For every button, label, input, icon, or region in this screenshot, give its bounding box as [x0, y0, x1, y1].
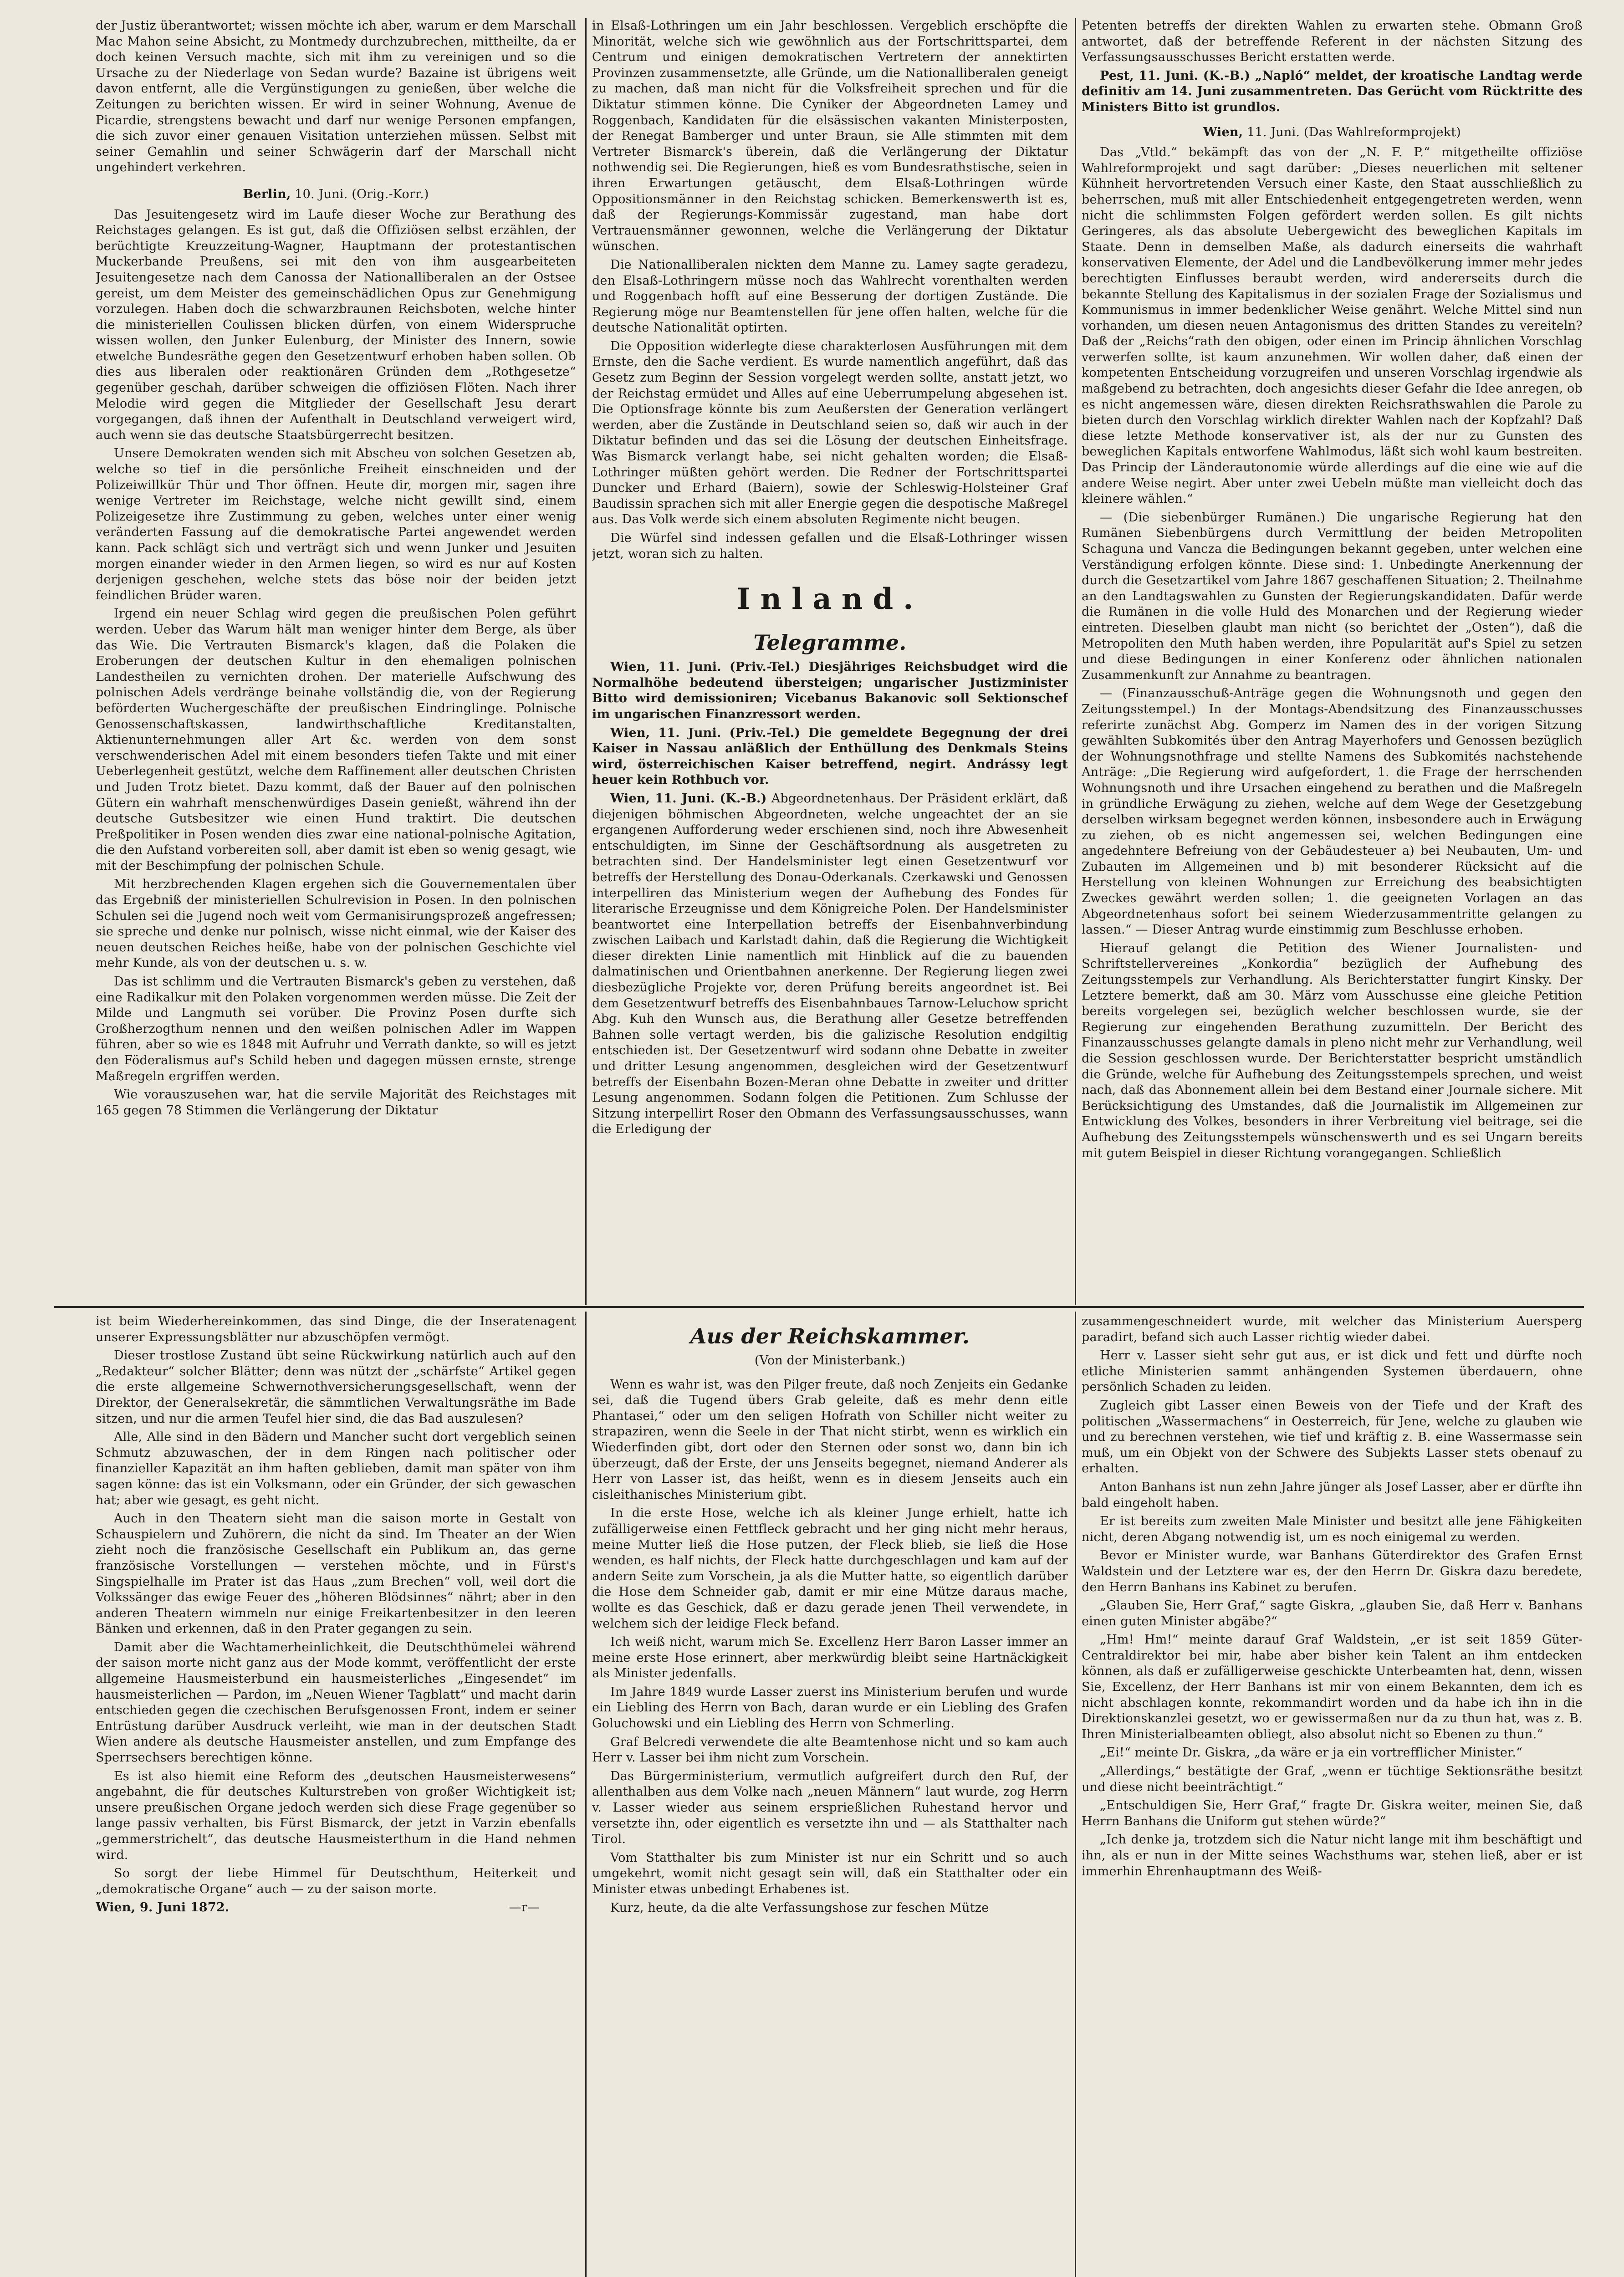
reichskammer-paragraph: „Ei!“ meinte Dr. Giskra, „da wäre er ja ein vortrefflicher Minister.“ [1100, 1746, 1523, 1760]
wien-paragraph: — (Die siebenbürger Rumänen.) Die ungarische Regierung hat den Rumänen Siebenbürgens durch Vermittlung der beiden Metropoliten Schaguna und Vancza die Bedingungen bekannt gegeben, unter welchen eine Verständigung erfolgen könnte. Diese sind: 1. Unbedingte Anerkennung der durch die Gesetzartikel vom Jahre 1867 geschaffenen Situation; 2. Theilnahme an den Landtagswahlen zu Gunsten der Regierungskandidaten. Dafür werde die Rumänen in die volle Huld des Monarchen und der Regierung wieder eintreten. Dieselben glaubt man nicht (so berichtet der „Osten“), daß die Metropoliten den Muth haben werden, ihre Popularität auf's Spiel zu setzen und diese Bedingungen in einer Konferenz oder ähnlichen nationalen Zusammenkunft zur Annahme zu beantragen. [1082, 510, 1583, 682]
telegram-item [592, 791, 1068, 1138]
reichskammer-paragraph: „Entschuldigen Sie, Herr Graf,“ fragte Dr. Giskra weiter, meinen Sie, daß Herrn Banhans die Uniform gut stehen würde?“ [1082, 1798, 1583, 1828]
telegram-item [1082, 68, 1583, 116]
telegram-text: Die gemeldete Begegnung der drei Kaiser in Nassau anläßlich der Enthüllung des Denkmals Steins wird, österreichischen Kaiser betreffend, negirt. Andrássy legt heuer kein Rothbuch vor. [592, 725, 1068, 787]
column-1-bottom [96, 1314, 576, 2277]
reichskammer-paragraph: „Glauben Sie, Herr Graf,“ sagte Giskra, „glauben Sie, daß Herr v. Banhans einen guten Minister abgäbe?“ [1082, 1598, 1583, 1629]
inland-heading: Inland. [736, 582, 924, 617]
telegram-item [592, 659, 1068, 722]
berlin-date: 10. Juni. (Orig.-Korr.) [295, 187, 429, 201]
elsass-paragraph: Die Opposition widerlegte diese charakterlosen Ausführungen mit dem Ernste, den die Sache verdient. Es wurde namentlich angeführt, daß das Gesetz zum Beginn der Session vorgelegt werden sollte, anstatt jetzt, wo der Reichstag ermüdet und Alles auf eine Ueberrumpelung abgesehen ist. Die Optionsfrage könnte bis zum Aeußersten der Generation verlängert werden, aber die Zustände in Deutschland seien so, daß wir auch in der Diktatur befinden und das sei die Lösung der deutschen Einheitsfrage. Was Bismarck verlangt habe, sei nicht gehalten worden; die Elsaß-Lothringer müßten gehört werden. Die Redner der Fortschrittspartei Duncker und Erhard (Baiern), sowie der Schleswig-Holsteiner Graf Baudissin sprachen sich mit aller Energie gegen die despotische Maßregel aus. Das Volk werde sich einem absoluten Regimente nicht beugen. [592, 339, 1068, 527]
reichskammer-paragraph: Bevor er Minister wurde, war Banhans Güterdirektor des Grafen Ernst Waldstein und der Letztere war es, der den Herrn Dr. Giskra dazu beredete, den Herrn Banhans ins Kabinet zu berufen. [1082, 1548, 1583, 1594]
reichskammer-paragraph: Vom Statthalter bis zum Minister ist nur ein Schritt und so auch umgekehrt, womit nicht gesagt sein will, daß ein Statthalter oder ein Minister etwas unbedingt Erhabenes ist. [592, 1850, 1068, 1896]
bazaine-paragraph: der Justiz überantwortet; wissen möchte ich aber, warum er dem Marschall Mac Mahon seine Absicht, zu Montmedy durchzubrechen, mittheilte, da er doch keinen Versuch machte, sich mit ihm zu vereinigen und so die Ursache zu der Niederlage von Sedan wurde? Bazaine ist übrigens weit davon entfernt, alle die Vergünstigungen zu genießen, über welche die Zeitungen zu berichten wissen. Er wird in seiner Wohnung, Avenue de Picardie, strengstens bewacht und darf nur wenige Personen empfangen, die sich zuvor einer genauen Visitation unterziehen müssen. Selbst mit seiner Gemahlin und seiner Schwägerin darf der Marschall nicht ungehindert verkehren. [96, 19, 576, 175]
reichskammer-paragraph: Graf Belcredi verwendete die alte Beamtenhose nicht und so kam auch Herr v. Lasser bei ihm nicht zum Vorschein. [592, 1735, 1068, 1765]
wien-paragraph: Hierauf gelangt die Petition des Wiener Journalisten- und Schriftstellervereines „Konkordia“ bezüglich der Aufhebung des Zeitungsstempels zur Verhandlung. Als Berichterstatter fungirt Kinsky. Der Letztere bemerkt, daß am 30. März vom Ausschusse eine gleiche Petition bereits vorgelegen sei, bezüglich welcher beschlossen wurde, sie der Regierung zur eingehenden Berathung zuzumitteln. Der Bericht des Finanzausschusses gelangte damals in pleno nicht mehr zur Verhandlung, weil die Session geschlossen wurde. Der Berichterstatter bespricht umständlich die Gründe, welche für Aufhebung des Zeitungsstempels sprechen, und weist nach, daß das Abonnement allein bei dem Bestand einer Journale sichere. Mit Berücksichtigung des Umstandes, daß die Journalistik im Allgemeinen zur Entwicklung des Volkes, besonders in ihrer Verbreitung viel beitrage, sei die Aufhebung des Zeitungsstempels wünschenswerth und es sei Ungarn bereits mit gutem Beispiel in dieser Richtung vorangegangen. Schließlich [1082, 941, 1583, 1160]
reichskammer-paragraph: Anton Banhans ist nun zehn Jahre jünger als Josef Lasser, aber er dürfte ihn bald eingeholt haben. [1082, 1480, 1583, 1510]
berlin-paragraph: Unsere Demokraten wenden sich mit Abscheu von solchen Gesetzen ab, welche so tief in die persönliche Freiheit einschneiden und der Polizeiwillkür Thür und Thor öffnen. Heute dir, morgen mir, sagen ihre wenige Vertreter im Reichstage, welche nicht gewillt sind, einem Polizeigesetze ihre Zustimmung zu geben, welches unter einer wenig veränderten Fassung auf die demokratische Partei angewendet werden kann. Pack schlägt sich und verträgt sich und wenn Junker und Jesuiten morgen einander wieder in den Armen liegen, so wird es nur auf Kosten derjenigen geschehen, welche stets das böse noir der beiden jetzt feindlichen Brüder waren. [96, 446, 576, 602]
reichskammer-paragraph: Das Bürgerministerium, vermutlich aufgreifert durch den Ruf, der allenthalben aus dem Volke nach „neuen Männern“ laut wurde, zog Herrn v. Lasser wieder aus seinem ersprießlichen Ruhestand hervor und versetzte ihn, oder eigentlich es versetzte ihn und — als Statthalter nach Tirol. [592, 1769, 1068, 1847]
column-rule-left-bottom [585, 1312, 587, 2277]
feuilleton-paragraph: ist beim Wiederhereinkommen, das sind Dinge, die der Inseratenagent unserer Expressungsblätter nur abzuschöpfen vermögt. [96, 1314, 576, 1344]
column-rule-right-bottom [1075, 1312, 1076, 2277]
feuilleton-paragraph: Es ist also hiemit eine Reform des „deutschen Hausmeisterwesens“ angebahnt, die für deutsches Kulturstreben von großer Wichtigkeit ist; unsere preußischen Organe jedoch werden sich diese Frage gegenüber so lange passiv verhalten, bis Fürst Bismarck, der jetzt in Varzin ebenfalls „gemmerstrichelt“, das deutsche Hausmeisterthum in die Hand nehmen wird. [96, 1769, 576, 1862]
wien-date: 11. Juni. (Das Wahlreformprojekt) [1247, 125, 1461, 139]
telegram-continuation: Petenten betreffs der direkten Wahlen zu erwarten stehe. Obmann Groß antwortet, daß der betreffende Referent in der nächsten Sitzung des Verfassungsausschusses Bericht erstatten werde. [1082, 19, 1583, 65]
berlin-paragraph: Mit herzbrechenden Klagen ergehen sich die Gouvernementalen über das Ergebniß der ministeriellen Schulrevision in Posen. In den polnischen Schulen sei die Jugend noch weit vom Germanisirungsprozeß angefressen; sie spreche und denke nur polnisch, wisse nicht einmal, wie der Kaiser des neuen deutschen Reiches heiße, habe von der polnischen Geschichte viel mehr Kunde, als von der deutschen u. s. w. [96, 877, 576, 970]
feuilleton-signature [96, 1900, 576, 1916]
berlin-paragraph: Das ist schlimm und die Vertrauten Bismarck's geben zu verstehen, daß eine Radikalkur mit den Polaken vorgenommen werden müsse. Die Zeit der Milde und Langmuth sei vorüber. Die Provinz Posen durfte sich Großherzogthum nennen und den weißen polnischen Adler im Wappen führen, aber so wie es 1848 mit Aufruhr und Verrath dankte, so will es jetzt den Föderalismus auf's Schild heben und dagegen müssen ernste, strenge Maßregeln ergriffen werden. [96, 975, 576, 1083]
reichskammer-paragraph: Er ist bereits zum zweiten Male Minister und besitzt alle jene Fähigkeiten nicht, deren Abgang notwendig ist, um es noch einigemal zu werden. [1082, 1514, 1583, 1544]
signature-mark: —r— [509, 1900, 540, 1915]
telegram-text: Diesjähriges Reichsbudget wird die Normalhöhe bedeutend übersteigen; ungarischer Justizminister Bitto wird demissioniren; Vicebanus Bakanovic soll Sektionschef im ungarischen Finanzressort werden. [592, 660, 1068, 721]
reichskammer-paragraph: Herr v. Lasser sieht sehr gut aus, er ist dick und fett und dürfte noch etliche Ministerien sammt anhängenden Systemen überdauern, ohne persönlich Schaden zu leiden. [1082, 1348, 1583, 1394]
feuilleton-paragraph: Auch in den Theatern sieht man die saison morte in Gestalt von Schauspielern und Zuhörern, die nicht da sind. Im Theater an der Wien zieht noch die französische Gesellschaft ein Publikum an, das gerne französische Vorstellungen — verstehen möchte, und in Fürst's Singspielhalle im Prater ist das Haus „zum Brechen“ voll, weil dort die Volkssänger das ewige Feuer des „höheren Blödsinnes“ nährt; aber in den anderen Theatern wimmeln nur einige Freikartenbesitzer in den leeren Bänken und erkennen, daß in den Prater gegangen zu sein. [96, 1511, 576, 1636]
reichskammer-paragraph: Zugleich gibt Lasser einen Beweis von der Tiefe und der Kraft des politischen „Wassermachens“ in Oesterreich, für Jene, welche zu glauben wie und zu berechnen verstehen, wie tief und kräftig z. B. eine Wassermasse sein muß, um ein Objekt von der Schwere des Subjekts Lasser stets obenauf zu erhalten. [1082, 1398, 1583, 1476]
elsass-paragraph: Die Würfel sind indessen gefallen und die Elsaß-Lothringer wissen jetzt, woran sich zu halten. [592, 531, 1068, 561]
berlin-paragraph: Irgend ein neuer Schlag wird gegen die preußischen Polen geführt werden. Ueber das Warum hält man weniger hinter dem Berge, als über das Wie. Die Vertrauten Bismarck's klagen, daß die Polaken die Eroberungen der deutschen Kultur in den ehemaligen polnischen Landestheilen zu vernichten drohen. Der materielle Aufschwung des polnischen Adels verdränge beinahe vollständig die, von der Regierung beförderten Wuchergeschäfte der preußischen Eindringlinge. Polnische Genossenschaftskassen, landwirthschaftliche Kreditanstalten, Aktienunternehmungen aller Art &c. werden von dem sonst verschwenderischen Adel mit einem besonders tiefen Takte und mit einer Ueberlegenheit gestützt, welche dem Raffinement aller deutschen Christen und Juden Trotz bietet. Dazu kommt, daß der Bauer auf den polnischen Gütern ein wahrhaft menschenwürdiges Dasein genießt, während ihn der deutsche Gutsbesitzer wie einen Hund traktirt. Die deutschen Preßpolitiker in Posen wenden dies zwar eine national-polnische Agitation, die den Aufstand vorbereiten soll, aber damit ist eben so wenig gesagt, wie mit der Beschimpfung der polnischen Schule. [96, 607, 576, 873]
berlin-dateline [96, 187, 576, 203]
reichskammer-paragraph: Wenn es wahr ist, was den Pilger freute, daß noch Zenjeits ein Gedanke sei, daß die Tugend übers Grab geleite, daß es mehr denn eitle Phantasei,“ oder um den seligen Hofrath von Schiller nicht weiter zu strapaziren, wenn die Seele in der That nicht stirbt, wenn es wirklich ein Wiederfinden gibt, dort oder den Sternen oder sonst wo, dann bin ich überzeugt, daß der Erste, der uns Jenseits begegnet, niemand Anderer als Herr von Lasser ist, das heißt, wenn es in diesem Jenseits auch ein cisleithanisches Ministerium gibt. [592, 1377, 1068, 1502]
column-2-bottom [592, 1314, 1068, 2277]
berlin-place: Berlin, [243, 187, 291, 201]
telegram-item [592, 725, 1068, 788]
column-rule-right-top [1075, 18, 1076, 1305]
wien-paragraph: Das „Vtld.“ bekämpft das von der „N. F. P.“ mitgetheilte offiziöse Wahlreformprojekt und sagt darüber: „Dieses neuerlichen mit seltener Kühnheit hervortretenden Versuch einer Kaste, den Staat ausschließlich zu beherrschen, muß mit aller Entschiedenheit entgegengetreten werden, wenn nicht die schlimmsten Folgen gefördert werden sollen. Es gilt nichts Geringeres, als das absolute Uebergewicht des beweglichen Kapitals im Staate. Denn in demselben Maße, als dadurch einerseits die wahrhaft konservativen Elemente, der Adel und die Landbevölkerung immer mehr jedes berechtigten Einflusses beraubt werden, wird andererseits durch die bekannte Stellung des Kapitalismus in der sozialen Frage der Sozialismus und Kommunismus in immer bedenklicher Weise genährt. Welche Mittel sind nun vorhanden, um diesen neuen Antagonismus des dritten Standes zu vereiteln? Daß der „Reichs“rath den obigen, oder einen im Princip ähnlichen Vorschlag verwerfen sollte, ist kaum anzunehmen. Wir wollen daher, daß einen der kompetenten Entscheidung vorzugreifen und unseren Vorschlag irgendwie als maßgebend zu betrachten, doch angesichts dieser Gefahr die Idee anregen, ob es nicht angemessen wäre, diesen direkten Reichsrathswahlen die Parole zu bieten durch den Vorschlag wirklich direkter Wahlen nach der Kopfzahl? Daß diese letzte Methode konservativer ist, als der nur zu Gunsten des beweglichen Kapitals entworfene Wahlmodus, läßt sich wohl kaum bestreiten. Das Princip der Länderautonomie würde allerdings auf die eine wie auf die andere Weise negirt. Aber unter zwei Uebeln müßte man vielleicht doch das kleinere wählen.“ [1082, 145, 1583, 506]
feuilleton-paragraph: So sorgt der liebe Himmel für Deutschthum, Heiterkeit und „demokratische Organe“ auch — zu der saison morte. [96, 1866, 576, 1896]
reichskammer-paragraph: „Ich denke ja, trotzdem sich die Natur nicht lange mit ihm beschäftigt und ihn, als er nun in der Mitte seines Wachsthums war, stehen ließ, aber er ist immerhin Ehrenhauptmann des Weiß- [1082, 1833, 1583, 1879]
telegram-dateline: Wien, 11. Juni. (Priv.-Tel.) [610, 660, 801, 674]
feuilleton-paragraph: Dieser trostlose Zustand übt seine Rückwirkung natürlich auch auf den „Redakteur“ solcher Blätter; denn was nützt der „schärfste“ Artikel gegen die erste allgemeine Schwernothversicherungsgesellschaft, wenn der Direktor, der Generalsekretär, die sämmtlichen Verwaltungsräthe im Bade sitzen, und nur die armen Teufel hier sind, die das Bad auszulesen? [96, 1348, 576, 1426]
column-3-top [1082, 18, 1583, 1300]
signature-place-date: Wien, 9. Juni 1872. [96, 1900, 230, 1915]
telegram-dateline: Pest, 11. Juni. (K.-B.) [1100, 68, 1251, 83]
horizontal-rule [54, 1306, 1584, 1308]
telegram-text: Abgeordnetenhaus. Der Präsident erklärt, daß diejenigen böhmischen Abgeordneten, welche ungeachtet der an sie ergangenen Aufforderung weder erschienen sind, noch ihre Abwesenheit entschuldigten, im Sinne der Geschäftsordnung als ausgetreten zu betrachten sind. Der Handelsminister legt einen Gesetzentwurf vor betreffs der Herstellung des Donau-Oderkanals. Czerkawski und Genossen interpelliren das Ministerium wegen der Aufhebung des Fondes für literarische Erzeugnisse und dem Königreiche Polen. Der Handelsminister beantwortet eine Interpellation betreffs der Eisenbahnverbindung zwischen Laibach und Karlstadt dahin, daß die Regierung die Wichtigkeit dieser direkten Linie namentlich mit Hinblick auf die zu bauenden dalmatinischen und Orientbahnen anerkenne. Der Regierung liegen zwei diesbezügliche Projekte vor, deren Prüfung bereits angeordnet ist. Bei dem Gesetzentwurf betreffs des Eisenbahnbaues Tarnow-Leluchow spricht Abg. Kuh den Wunsch aus, die Berathung aller Gesetze betreffenden Bahnen solle vertagt werden, bis die galizische Resolution endgiltig entschieden ist. Der Gesetzentwurf wird sodann ohne Debatte in zweiter und dritter Lesung angenommen, desgleichen wird der Gesetzentwurf betreffs der Eisenbahn Bozen-Meran ohne Debatte in zweiter und dritter Lesung angenommen. Sodann folgen die Petitionen. Zum Schlusse der Sitzung interpellirt Roser den Obmann des Verfassungsausschusses, wann die Erledigung der [592, 791, 1068, 1137]
column-2-top [592, 18, 1068, 1300]
wien-dateline [1082, 125, 1583, 141]
reichskammer-heading: Aus der Reichskammer. [690, 1324, 970, 1348]
elsass-paragraph: Die Nationalliberalen nickten dem Manne zu. Lamey sagte geradezu, den Elsaß-Lothringern müsse noch das Wahlrecht vorenthalten werden und Roggenbach hofft auf eine Besserung der dortigen Zustände. Die Regierung möge nur Beamtenstellen für jene offen halten, welche für die deutsche Nationalität optirten. [592, 257, 1068, 335]
reichskammer-continuation: zusammengeschneidert wurde, mit welcher das Ministerium Auersperg paradirt, befand sich auch Lasser richtig wieder dabei. [1082, 1314, 1583, 1344]
reichskammer-subheading: (Von der Ministerbank.) [754, 1353, 906, 1368]
telegram-dateline: Wien, 11. Juni. (K.-B.) [610, 791, 767, 806]
column-rule-left-top [585, 18, 587, 1305]
telegram-text: „Napló“ meldet, der kroatische Landtag werde definitiv am 14. Juni zusammentreten. Das Gerücht vom Rücktritte des Ministers Bitto ist grundlos. [1082, 68, 1583, 114]
column-3-bottom [1082, 1314, 1583, 2277]
telegramme-heading: Telegramme. [753, 630, 907, 655]
berlin-paragraph: Wie vorauszusehen war, hat die servile Majorität des Reichstages mit 165 gegen 78 Stimmen die Verlängerung der Diktatur [96, 1087, 576, 1118]
reichskammer-paragraph: „Hm! Hm!“ meinte darauf Graf Waldstein, „er ist seit 1859 Güter-Centraldirektor bei mir, habe aber bisher kein Talent an ihm entdecken können, als daß er zufälligerweise geschickte Unterbeamten hat, denn, wissen Sie, Excellenz, der Herr Banhans ist mir von einem Bekannten, dem ich es nicht abschlagen konnte, rekommandirt worden und da habe ich ihn in die Direktionskanzlei gesetzt, wo er gewissermaßen nur da zu thun hat, was z. B. Ihren Ministerialbeamten obliegt, also absolut nicht so Ebenen zu thun.“ [1082, 1633, 1583, 1741]
reichskammer-paragraph: Kurz, heute, da die alte Verfassungshose zur feschen Mütze [610, 1900, 989, 1915]
reichskammer-paragraph: Ich weiß nicht, warum mich Se. Excellenz Herr Baron Lasser immer an meine erste Hose erinnert, aber merkwürdig bleibt seine Hartnäckigkeit als Minister jedenfalls. [592, 1635, 1068, 1681]
berlin-paragraph: Das Jesuitengesetz wird im Laufe dieser Woche zur Berathung des Reichstages gelangen. Es ist gut, daß die Offiziösen selbst erzählen, der berüchtigte Kreuzzeitung-Wagner, Hauptmann der protestantischen Muckerbande Preußens, sei mit den von ihm ausgearbeiteten Jesuitengesetze nach dem Canossa der Nationalliberalen an der Ostsee gereist, um dem Meister des gemeinschädlichen Opus zur Genehmigung vorzulegen. Haben doch die schwarzbraunen Reichsboten, welche hinter die ministeriellen Coulissen blicken dürfen, von einem Widerspruche wissen wollen, den Junker Eulenburg, der Minister des Innern, sowie etwelche Bundesräthe gegen den Gesetzentwurf erhoben haben sollen. Ob dies aus liberalen oder reaktionären Gründen dem „Rothgesetze“ gegenüber geschah, darüber schweigen die offiziösen Flöten. Nach ihrer Melodie wird gegen die Mitglieder der Gesellschaft Jesu derart vorgegangen, daß ihnen der Aufenthalt in Deutschland verweigert wird, auch wenn sie das deutsche Staatsbürgerrecht besitzen. [96, 207, 576, 442]
feuilleton-paragraph: Alle, Alle sind in den Bädern und Mancher sucht dort vergeblich seinen Schmutz abzuwaschen, der in dem Ringen nach politischer oder finanzieller Kapazität an ihm haften geblieben, damit man später von ihm sagen könne: das ist ein Volksmann, oder ein Gründer, der sich gewaschen hat; aber wie gesagt, es geht nicht. [96, 1430, 576, 1507]
reichskammer-paragraph: In die erste Hose, welche ich als kleiner Junge erhielt, hatte ich zufälligerweise einen Fettfleck gebracht und her ging nicht mehr heraus, meine Mutter ließ die Hose putzen, der Fleck blieb, sie ließ die Hose wenden, es half nichts, der Fleck hatte durchgeschlagen und kam auf der andern Seite zum Vorschein, ja als die Mutter hatte, so eigentlich darüber die Hose dem Schneider gab, damit er mir eine Mütze daraus mache, wollte es das Geschick, daß er dazu gerade jenen Theil verwendete, in welchem sich der leidige Fleck befand. [592, 1506, 1068, 1631]
column-1-top [96, 18, 576, 1300]
elsass-paragraph: in Elsaß-Lothringen um ein Jahr beschlossen. Vergeblich erschöpfte die Minorität, welche sich wie gewöhnlich aus der Fortschrittspartei, dem Centrum und einigen demokratischen Vertretern der annektirten Provinzen zusammensetzte, alle Gründe, um die Nationalliberalen geneigt zu machen, daß man nicht für die Volksfreiheit sprechen und für die Diktatur stimmen könne. Die Cyniker der Abgeordneten Lamey und Roggenbach, Kandidaten für die elsässischen vakanten Ministerposten, der Renegat Bamberger und unter Braun, sie Alle stimmten mit dem Vertreter Bismarck's überein, daß die Verlängerung der Diktatur nothwendig sei. Die Regierungen, hieß es vom Bundesrathstische, seien in ihren Erwartungen getäuscht, dem Elsaß-Lothringen würde Oppositionsmänner in den Reichstag schicken. Bemerkenswerth ist es, daß der Regierungs-Kommissär zugestand, man habe dort Vertrauensmänner gewonnen, welche die Verlängerung der Diktatur wünschen. [592, 19, 1068, 254]
reichskammer-paragraph: „Allerdings,“ bestätigte der Graf, „wenn er tüchtige Sektionsräthe besitzt und diese nicht beeinträchtigt.“ [1082, 1764, 1583, 1794]
feuilleton-paragraph: Damit aber die Wachtamerheinlichkeit, die Deutschthümelei während der saison morte nicht ganz aus der Mode kommt, veröffentlicht der erste allgemeine Hausmeisterbund ein hausmeisterliches „Eingesendet“ im hausmeisterlichen — Pardon, im „Neuen Wiener Tagblatt“ und macht darin entschieden gegen die czechischen Berufsgenossen Front, indem er seiner Entrüstung darüber Ausdruck verleiht, wie man in der deutschen Stadt Wien andere als deutsche Hausmeister anstellen, und zum Empfange des Sperrsechsers berechtigen könne. [96, 1640, 576, 1765]
reichskammer-paragraph: Im Jahre 1849 wurde Lasser zuerst ins Ministerium berufen und wurde ein Liebling des Herrn von Bach, daran wurde er ein Liebling des Grafen Goluchowski und ein Liebling des Herrn von Schmerling. [592, 1685, 1068, 1731]
wien-paragraph: — (Finanzausschuß-Anträge gegen die Wohnungsnoth und gegen den Zeitungsstempel.) In der Montags-Abendsitzung des Finanzausschusses referirte zunächst Abg. Gomperz im Namen des in der vorigen Sitzung gewählten Subkomités über den Antrag Mayerhofers und Genossen bezüglich der Wohnungsnothfrage und stellte Namens des Subkomités nachstehende Anträge: „Die Regierung wird aufgefordert, 1. die Frage der herrschenden Wohnungsnoth und ihre Ursachen eingehend zu berathen und die Maßregeln in gründliche Erwägung zu ziehen, welche auf dem Wege der Gesetzgebung derselben wirksam begegnet werden können, insbesondere auch in Erwägung zu ziehen, ob es nicht angemessen sei, welchen Bedingungen eine angedehntere Befreiung von der Gebäudesteuer a) bei Neubauten, Um- und Zubauten im Allgemeinen und b) mit besonderer Rücksicht auf die Herstellung von kleinen Wohnungen zur Erreichung des beabsichtigten Zweckes gewährt werden sollen; 1. die geeigneten Vorlagen an das Abgeordnetenhaus sofort bei seinem Wiederzusammentritte gelangen zu lassen.“ — Dieser Antrag wurde einstimmig zum Beschlusse erhoben. [1082, 686, 1583, 937]
telegram-dateline: Wien, 11. Juni. (Priv.-Tel.) [610, 725, 801, 740]
wien-place: Wien, [1203, 125, 1243, 139]
